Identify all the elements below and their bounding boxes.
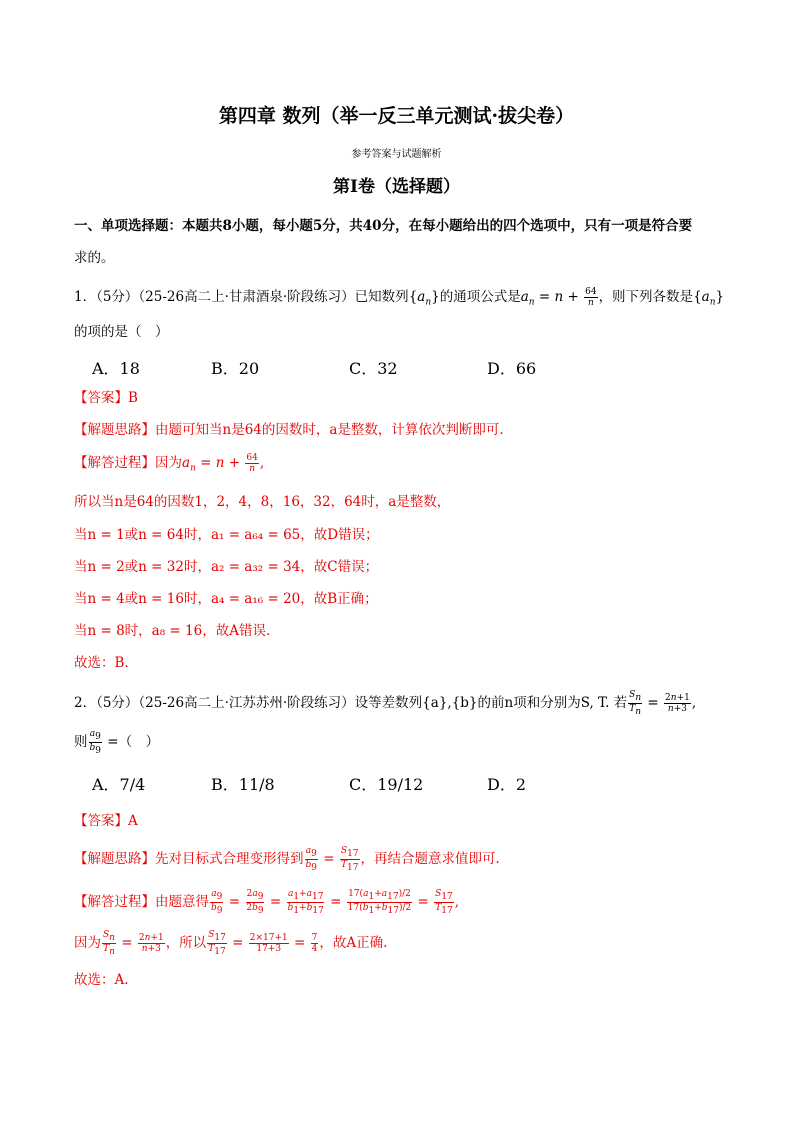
- q2-option-c[interactable]: C．19/12: [349, 775, 424, 794]
- q2-option-d[interactable]: D．2: [487, 775, 527, 794]
- q1-step-4: 当n = 4或n = 16时，a₄ = a₁₆ = 20，故B正确；: [74, 591, 378, 607]
- q1-step-2: 当n = 1或n = 64时，a₁ = a₆₄ = 65，故D错误；: [74, 527, 379, 543]
- q2-stem-line-2: 则 $\frac{a_9}{b_9}$ =（ ）: [74, 729, 160, 756]
- q1-answer: 【答案】B: [74, 390, 138, 406]
- q2-option-b[interactable]: B．11/8: [211, 775, 275, 794]
- q2-because: 因为 $\frac{S_n}{T_n}$ = $\frac{2n+1}{n+3}$ ，所以 $\frac{S_{17}}{T_{17}}$ = $\frac{2\times 17+1}{17+3}$ = $\frac{7}{4}$ ，故A正确.: [74, 930, 388, 957]
- q1-option-c[interactable]: C．32: [349, 359, 398, 378]
- page-subtitle: 参考答案与试题解析: [351, 149, 442, 160]
- intro-line-2: 求的。: [74, 250, 115, 266]
- q1-stem: 1．（5分）（25-26高二上·甘肃酒泉·阶段练习）已知数列$\{a_n\}$的通项公式是$a_n = n$ + $\frac{64}{n}$ ，则下列各数是$\{a_n\}$: [74, 287, 725, 308]
- page-title: 第四章 数列（举一反三单元测试·拔尖卷）: [218, 105, 575, 127]
- q2-conclusion: 故选：A.: [74, 972, 129, 988]
- q1-option-d[interactable]: D．66: [487, 359, 537, 378]
- q2-answer: 【答案】A: [74, 813, 138, 829]
- section-heading: 第I卷（选择题）: [333, 177, 460, 197]
- q1-process: 【解答过程】因为$a_n = n$ + $\frac{64}{n}$ ,: [74, 453, 265, 474]
- q1-option-a[interactable]: A．18: [92, 359, 140, 378]
- q1-step-5: 当n = 8时，a₈ = 16，故A错误.: [74, 623, 271, 639]
- q1-conclusion: 故选：B.: [74, 655, 129, 671]
- q1-idea: 【解题思路】由题可知当n是64的因数时，a是整数，计算依次判断即可.: [74, 422, 504, 438]
- q2-stem: 2．（5分）（25-26高二上·江苏苏州·阶段练习）设等差数列{a},{b}的前n项和分别为S, T. 若 $\frac{S_n}{T_n}$ = $\frac{2n+1}{n+3}$ ,: [74, 690, 697, 717]
- intro-line-1: 一、单项选择题：本题共8小题，每小题5分，共40分，在每小题给出的四个选项中，只有一项是符合要: [74, 218, 693, 234]
- q1-step-1: 所以当n是64的因数1，2，4，8，16，32，64时，a是整数，: [74, 494, 451, 510]
- q1-stem-line-2: 的项的是（ ）: [74, 324, 169, 340]
- q2-idea: 【解题思路】先对目标式合理变形得到 $\frac{a_9}{b_9}$ = $\frac{S_{17}}{T_{17}}$ ，再结合题意求值即可.: [74, 846, 500, 873]
- q2-process: 【解答过程】由题意得 $\frac{a_9}{b_9}$ = $\frac{2a_9}{2b_9}$ = $\frac{a_1+a_{17}}{b_1+b_{17}}$ = $\frac{17(a_1+a_{17})/2}{17(b_1+b_{17})/2}$ = $\frac{S_{17}}{T_{17}}$ ,: [74, 889, 460, 916]
- q1-step-3: 当n = 2或n = 32时，a₂ = a₃₂ = 34，故C错误；: [74, 559, 379, 575]
- q2-option-a[interactable]: A．7/4: [92, 775, 146, 794]
- q1-option-b[interactable]: B．20: [211, 359, 260, 378]
